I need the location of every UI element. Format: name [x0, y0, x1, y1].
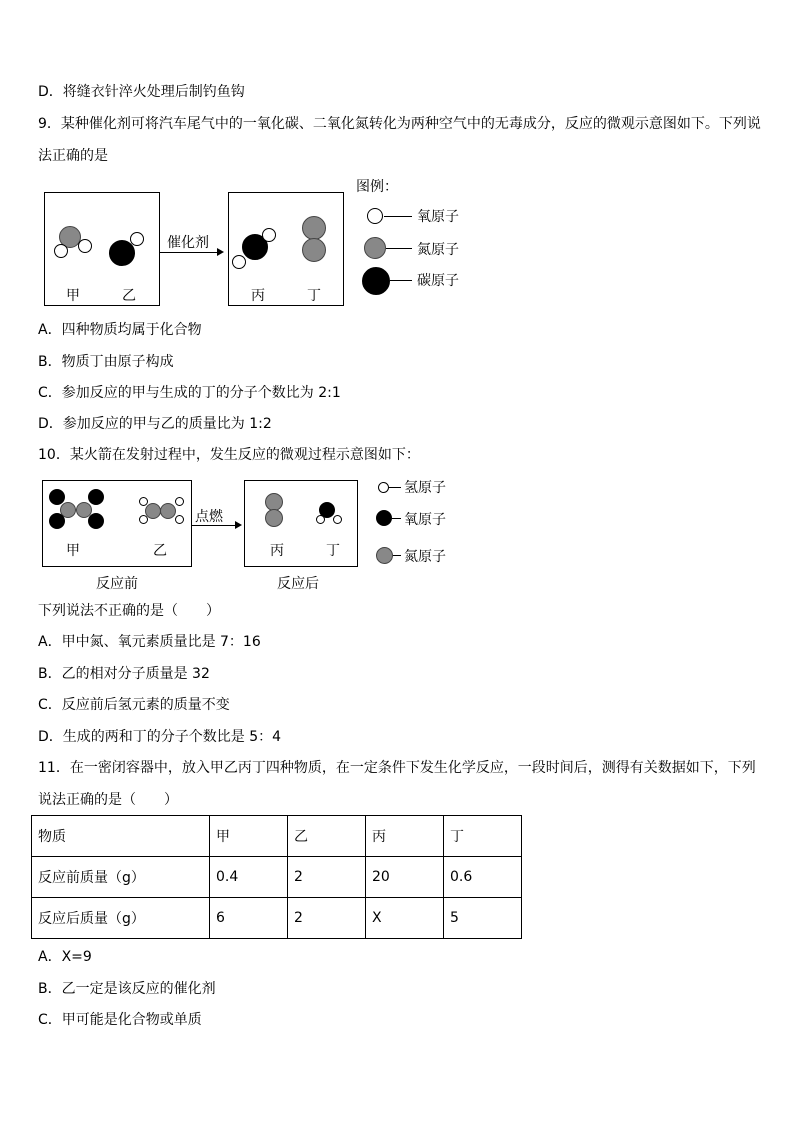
nitrogen-atom [265, 509, 283, 527]
oxygen-atom-legend-icon [376, 510, 392, 526]
table-header-cell: 乙 [288, 816, 366, 857]
q8-option-d: D．将缝衣针淬火处理后制钓鱼钩 [38, 84, 245, 100]
nitrogen-atom [302, 238, 326, 262]
q9-stem-line1: 9．某种催化剂可将汽车尾气中的一氧化碳、二氧化氮转化为两种空气中的无毒成分，反应的微观示意图如下。下列说 [38, 116, 761, 132]
oxygen-atom [88, 513, 104, 529]
label-bing: 丙 [270, 543, 284, 559]
table-cell: 反应前质量（g） [32, 857, 210, 898]
q10-stem: 10．某火箭在发射过程中，发生反应的微观过程示意图如下： [38, 447, 420, 463]
oxygen-atom [88, 489, 104, 505]
oxygen-atom [49, 513, 65, 529]
label-yi: 乙 [122, 288, 136, 304]
legend-nitrogen: 氮原子 [417, 242, 459, 258]
q9-option-d: D．参加反应的甲与乙的质量比为 1:2 [38, 416, 272, 432]
legend-line [390, 280, 412, 281]
nitrogen-atom [145, 503, 161, 519]
oxygen-atom [262, 228, 276, 242]
q10-ask: 下列说法不正确的是（ ） [38, 603, 220, 619]
table-cell: 0.4 [210, 857, 288, 898]
legend-oxygen: 氧原子 [417, 209, 459, 225]
label-ding: 丁 [307, 288, 321, 304]
legend-carbon: 碳原子 [417, 273, 459, 289]
hydrogen-atom-legend-icon [378, 482, 389, 493]
nitrogen-atom [302, 216, 326, 240]
reaction-arrow [160, 252, 218, 253]
q10-products-box [244, 480, 358, 567]
table-cell: X [366, 898, 444, 939]
q11-option-a: A．X=9 [38, 949, 92, 965]
table-header-cell: 丁 [444, 816, 522, 857]
table-header-cell: 丙 [366, 816, 444, 857]
legend-line [389, 487, 401, 488]
carbon-atom-legend-icon [362, 267, 390, 295]
table-cell: 反应后质量（g） [32, 898, 210, 939]
table-cell: 2 [288, 857, 366, 898]
mass-data-table [31, 815, 522, 939]
oxygen-atom [78, 239, 92, 253]
label-jia: 甲 [66, 543, 80, 559]
q10-option-b: B．乙的相对分子质量是 32 [38, 666, 210, 682]
table-row [32, 857, 522, 898]
arrow-head-icon [235, 521, 242, 529]
label-before: 反应前 [96, 576, 138, 592]
q11-option-b: B．乙一定是该反应的催化剂 [38, 981, 216, 997]
arrow-head-icon [217, 248, 224, 256]
q11-stem-line1: 11．在一密闭容器中，放入甲乙丙丁四种物质，在一定条件下发生化学反应，一段时间后，测得有关数据如下，下列 [38, 760, 756, 776]
table-cell: 2 [288, 898, 366, 939]
oxygen-atom-legend-icon [367, 208, 383, 224]
label-bing: 丙 [251, 288, 265, 304]
legend-line [386, 248, 412, 249]
legend-line [384, 216, 412, 217]
table-cell: 20 [366, 857, 444, 898]
hydrogen-atom [316, 515, 325, 524]
legend-oxygen: 氧原子 [404, 512, 446, 528]
hydrogen-atom [333, 515, 342, 524]
q10-option-d: D．生成的两和丁的分子个数比是 5：4 [38, 729, 282, 745]
legend-line [392, 518, 401, 519]
table-header-cell: 甲 [210, 816, 288, 857]
label-ding: 丁 [326, 543, 340, 559]
reaction-arrow [191, 525, 236, 526]
hydrogen-atom [175, 497, 184, 506]
label-after: 反应后 [277, 576, 319, 592]
q9-stem-line2: 法正确的是 [38, 148, 108, 164]
oxygen-atom [54, 244, 68, 258]
nitrogen-atom [160, 503, 176, 519]
catalyst-label: 催化剂 [167, 235, 209, 251]
nitrogen-atom-legend-icon [364, 237, 386, 259]
table-header-row [32, 816, 522, 857]
ignite-label: 点燃 [195, 509, 223, 525]
table-cell: 6 [210, 898, 288, 939]
q10-option-c: C．反应前后氢元素的质量不变 [38, 697, 230, 713]
table-cell: 0.6 [444, 857, 522, 898]
nitrogen-atom-legend-icon [376, 547, 393, 564]
table-header-cell: 物质 [32, 816, 210, 857]
q11-stem-line2: 说法正确的是（ ） [38, 792, 178, 808]
label-yi: 乙 [153, 543, 167, 559]
oxygen-atom [130, 232, 144, 246]
q9-option-c: C．参加反应的甲与生成的丁的分子个数比为 2:1 [38, 385, 341, 401]
legend-title: 图例： [356, 179, 398, 195]
legend-hydrogen: 氢原子 [404, 480, 446, 496]
hydrogen-atom [175, 515, 184, 524]
q9-option-a: A．四种物质均属于化合物 [38, 322, 202, 338]
q11-option-c: C．甲可能是化合物或单质 [38, 1012, 202, 1028]
oxygen-atom [232, 255, 246, 269]
table-cell: 5 [444, 898, 522, 939]
q9-option-b: B．物质丁由原子构成 [38, 354, 174, 370]
legend-nitrogen: 氮原子 [404, 549, 446, 565]
table-row [32, 898, 522, 939]
q10-option-a: A．甲中氮、氧元素质量比是 7：16 [38, 634, 261, 650]
label-jia: 甲 [66, 288, 80, 304]
legend-line [393, 555, 401, 556]
